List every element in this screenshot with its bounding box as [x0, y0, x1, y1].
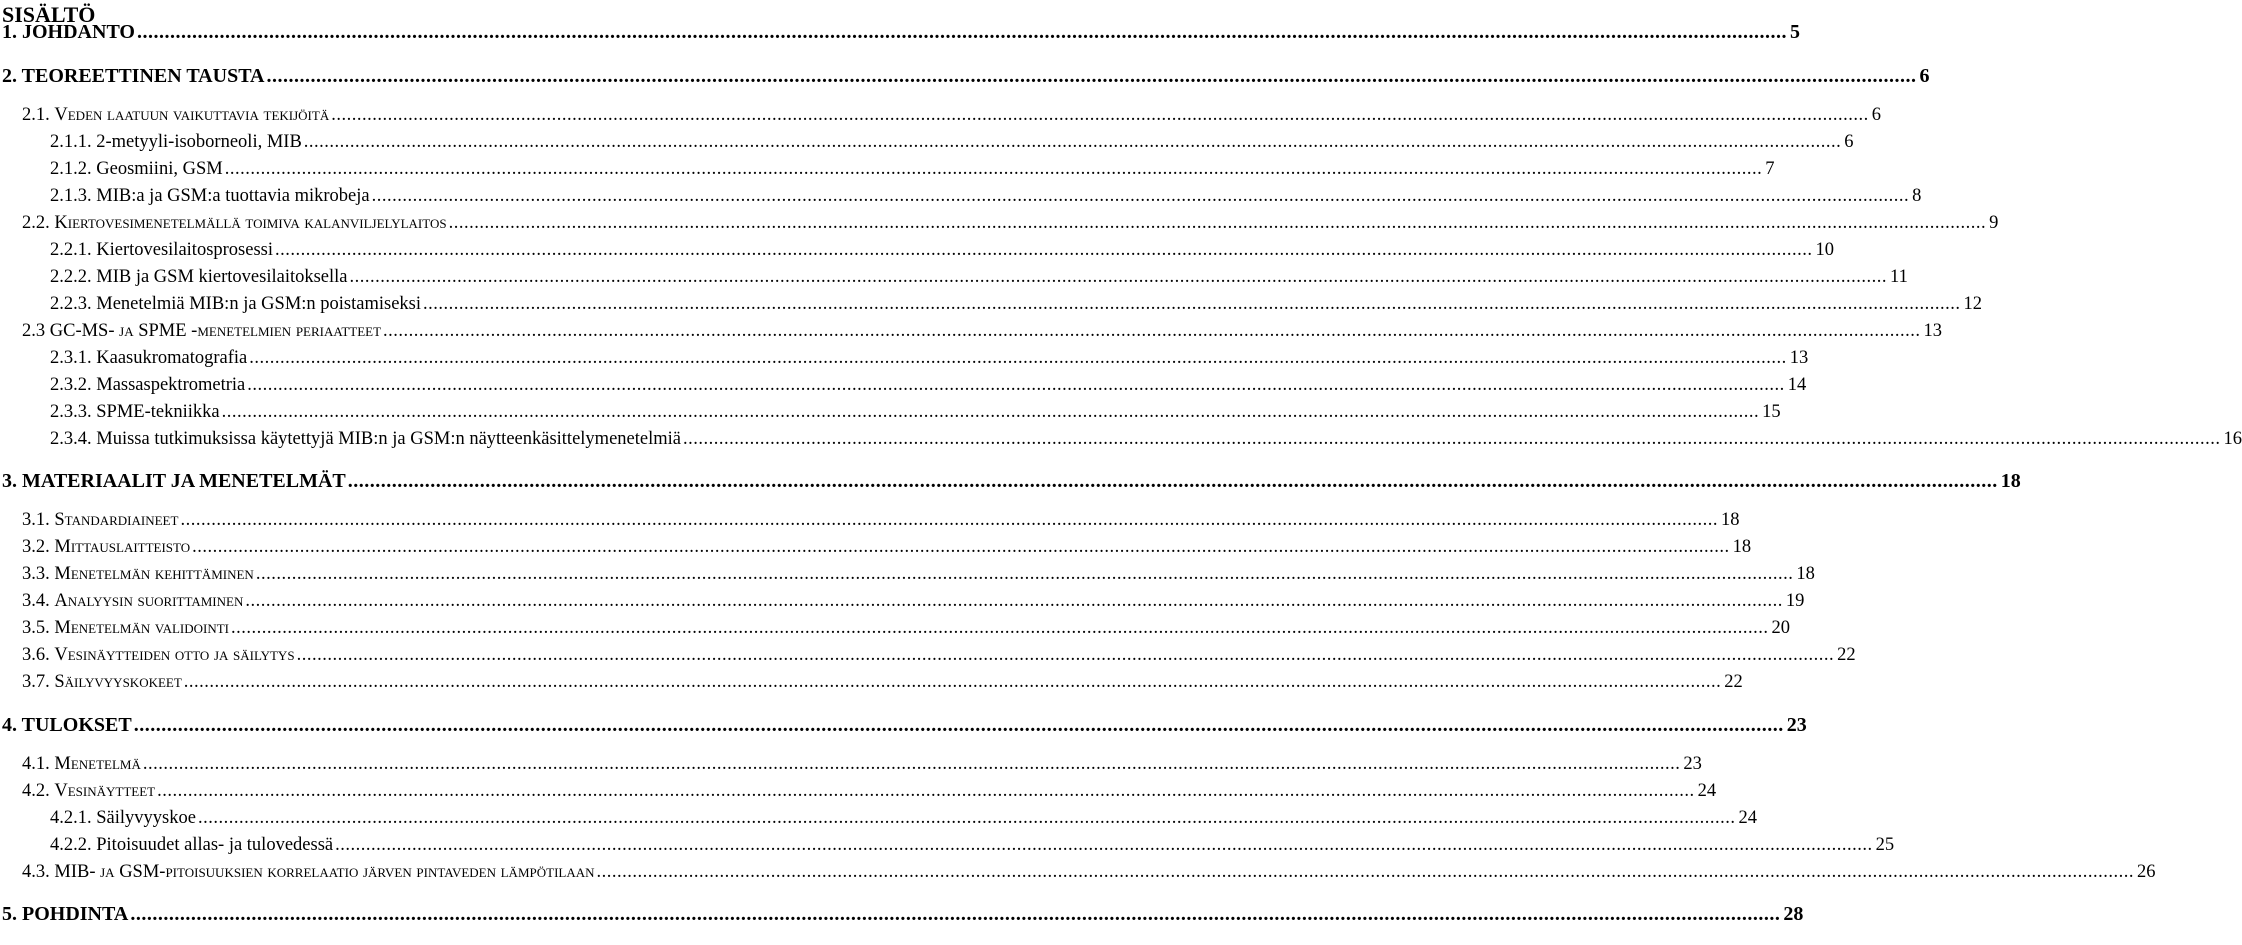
toc-entry-number: 3.2.: [22, 537, 55, 557]
toc-entry-text: 2.2.1. Kiertovesilaitosprosessi: [50, 240, 274, 260]
toc-entry-number: 2.1.: [22, 105, 55, 125]
toc-page-number: 26: [2137, 862, 2156, 882]
toc-entry[interactable]: [22, 509, 1740, 533]
toc-entry[interactable]: [50, 131, 1854, 155]
dot-leader: ............................................................................................................................................................................................................................................................................................................: [224, 159, 1763, 179]
toc-entry[interactable]: [50, 158, 1775, 182]
dot-leader: ............................................................................................................................................................................................................................................................................................................: [255, 564, 1794, 584]
toc-page-number: 6: [1919, 65, 1930, 87]
toc-page-number: 9: [1989, 213, 1999, 233]
toc-entry-text: Menetelmän kehittäminen: [54, 564, 254, 584]
toc-entry-text: 2.2.2. MIB ja GSM kiertovesilaitoksella: [50, 267, 348, 287]
toc-page-number: 10: [1815, 240, 1835, 260]
toc-entry[interactable]: [50, 239, 1835, 263]
toc-entry-text: 4.2.2. Pitoisuudet allas- ja tulovedessä: [50, 835, 334, 855]
dot-leader: ............................................................................................................................................................................................................................................................................................................: [266, 65, 1917, 87]
toc-entry-label: [2, 902, 128, 926]
toc-entry-label: [22, 104, 329, 126]
dot-leader: ............................................................................................................................................................................................................................................................................................................: [231, 618, 1769, 638]
toc-entry-label: [22, 536, 190, 558]
dot-leader: ............................................................................................................................................................................................................................................................................................................: [448, 213, 1987, 233]
toc-entry-number: 3.7.: [22, 672, 55, 692]
toc-page-number: 18: [1732, 537, 1752, 557]
toc-entry[interactable]: [50, 266, 1908, 290]
toc-entry[interactable]: [50, 428, 2242, 452]
toc-entry-text: 2.1.2. Geosmiini, GSM: [50, 159, 223, 179]
toc-entry-label: [22, 644, 295, 666]
toc-entry-text: 2.3.3. SPME-tekniikka: [50, 402, 220, 422]
toc-entry-label: [22, 780, 155, 802]
toc-page-number: 12: [1963, 294, 1983, 314]
toc-entry-text: Menetelmä: [54, 754, 141, 774]
toc-entry-text: Standardiaineet: [54, 510, 179, 530]
dot-leader: ............................................................................................................................................................................................................................................................................................................: [130, 903, 1781, 925]
toc-entry-label: [50, 266, 348, 288]
toc-page-number: 6: [1871, 105, 1881, 125]
toc-entry[interactable]: [50, 293, 1983, 317]
toc-entry-label: [22, 509, 178, 531]
toc-page-number: 18: [1796, 564, 1815, 584]
dot-leader: ............................................................................................................................................................................................................................................................................................................: [180, 510, 1718, 530]
dot-leader: ............................................................................................................................................................................................................................................................................................................: [347, 470, 1998, 492]
toc-entry[interactable]: [22, 617, 1791, 641]
toc-entry-label: [50, 374, 245, 396]
toc-entry[interactable]: [50, 401, 1781, 425]
toc-page-number: 18: [2000, 470, 2021, 492]
dot-leader: ............................................................................................................................................................................................................................................................................................................: [142, 754, 1681, 774]
dot-leader: ............................................................................................................................................................................................................................................................................................................: [247, 375, 1785, 395]
toc-entry-text: ja GSM-pitoisuuksien korrelaatio järven pintaveden lämpötilaan: [100, 862, 595, 882]
dot-leader: ............................................................................................................................................................................................................................................................................................................: [133, 714, 1784, 736]
toc-entry-label: [50, 293, 421, 315]
toc-page-number: 14: [1787, 375, 1807, 395]
toc-entry-number: 3.6.: [22, 645, 55, 665]
toc-entry-number: 2.2.: [22, 213, 55, 233]
toc-entry[interactable]: [22, 563, 1815, 587]
toc-entry-label: [50, 401, 220, 423]
toc-entry-label: [22, 563, 254, 585]
toc-entry-text: 2.3.4. Muissa tutkimuksissa käytettyjä MIB:n ja GSM:n näytteenkäsittelymenetelmiä: [50, 429, 681, 449]
toc-page-number: 7: [1765, 159, 1775, 179]
dot-leader: ............................................................................................................................................................................................................................................................................................................: [423, 294, 1961, 314]
toc-entry-text: ja SPME -menetelmien periaatteet: [119, 321, 382, 341]
toc-entry-number: 4.1.: [22, 754, 55, 774]
dot-leader: ............................................................................................................................................................................................................................................................................................................: [192, 537, 1730, 557]
toc-entry-text: 4.2.1. Säilyvyyskoe: [50, 808, 196, 828]
toc-entry-text: Kiertovesimenetelmällä toimiva kalanviljelylaitos: [54, 213, 447, 233]
toc-entry[interactable]: [22, 753, 1702, 777]
toc-entry[interactable]: [2, 20, 1800, 44]
toc-entry-text: 2.3.1. Kaasukromatografia: [50, 348, 248, 368]
dot-leader: ............................................................................................................................................................................................................................................................................................................: [249, 348, 1787, 368]
toc-page-number: 13: [1923, 321, 1943, 341]
toc-page-number: 22: [1724, 672, 1743, 692]
toc-entry-text: Vesinäytteet: [54, 781, 156, 801]
toc-entry-label: [50, 807, 196, 829]
toc-entry[interactable]: [22, 104, 1881, 128]
toc-entry[interactable]: [2, 902, 1804, 926]
toc-entry-label: [2, 469, 346, 493]
dot-leader: ............................................................................................................................................................................................................................................................................................................: [335, 835, 1873, 855]
dot-leader: ............................................................................................................................................................................................................................................................................................................: [197, 808, 1736, 828]
toc-entry-label: [22, 753, 141, 775]
toc-entry-label: [50, 834, 333, 856]
toc-entry-text: 1. JOHDANTO: [2, 21, 135, 43]
toc-page-number: 11: [1890, 267, 1908, 287]
toc-entry-text: 2.2.3. Menetelmiä MIB:n ja GSM:n poistamiseksi: [50, 294, 422, 314]
toc-entry-label: [22, 671, 182, 693]
toc-entry-label: [2, 713, 132, 737]
toc-page-number: 6: [1844, 132, 1854, 152]
dot-leader: ............................................................................................................................................................................................................................................................................................................: [303, 132, 1842, 152]
dot-leader: ............................................................................................................................................................................................................................................................................................................: [157, 781, 1695, 801]
toc-page-number: 20: [1771, 618, 1791, 638]
toc-entry-label: [22, 320, 381, 342]
toc-entry-number: 4.2.: [22, 781, 55, 801]
toc-page-number: 5: [1789, 21, 1800, 43]
toc-entry[interactable]: [22, 536, 1752, 560]
dot-leader: ............................................................................................................................................................................................................................................................................................................: [245, 591, 1783, 611]
toc-page-number: 13: [1789, 348, 1809, 368]
toc-entry-text: 3. MATERIAALIT JA MENETELMÄT: [2, 470, 346, 492]
toc-entry-label: [22, 212, 447, 234]
toc-entry-label: [22, 590, 243, 612]
toc-entry-label: [22, 861, 595, 883]
dot-leader: ............................................................................................................................................................................................................................................................................................................: [596, 862, 2134, 882]
toc-entry[interactable]: [22, 320, 1943, 344]
toc-entry-number: 4.3. MIB-: [22, 862, 101, 882]
toc-entry[interactable]: [50, 807, 1757, 831]
toc-page-number: 8: [1912, 186, 1922, 206]
toc-entry-text: 4. TULOKSET: [2, 714, 132, 736]
toc-entry-number: 2.3 GC-MS-: [22, 321, 120, 341]
toc-entry-text: 2.1.1. 2-metyyli-isoborneoli, MIB: [50, 132, 302, 152]
toc-entry[interactable]: [22, 644, 1856, 668]
toc-entry[interactable]: [22, 671, 1743, 695]
toc-entry-label: [50, 428, 681, 450]
toc-entry-number: 3.4.: [22, 591, 55, 611]
dot-leader: ............................................................................................................................................................................................................................................................................................................: [682, 429, 2221, 449]
toc-entry-text: Menetelmän validointi: [54, 618, 230, 638]
toc-entry[interactable]: [22, 780, 1717, 804]
dot-leader: ............................................................................................................................................................................................................................................................................................................: [296, 645, 1835, 665]
toc-entry-number: 3.5.: [22, 618, 55, 638]
toc-page-number: 16: [2223, 429, 2242, 449]
toc-title: SISÄLTÖ: [2, 2, 96, 27]
toc-entry[interactable]: [22, 861, 2156, 885]
toc-entry[interactable]: [2, 713, 1807, 737]
toc-entry-label: [2, 20, 135, 44]
dot-leader: ............................................................................................................................................................................................................................................................................................................: [136, 21, 1787, 43]
toc-entry[interactable]: [22, 590, 1805, 614]
dot-leader: ............................................................................................................................................................................................................................................................................................................: [371, 186, 1910, 206]
toc-entry-text: Vesinäytteiden otto ja säilytys: [54, 645, 295, 665]
toc-entry-label: [50, 239, 273, 261]
toc-entry-text: 5. POHDINTA: [2, 903, 129, 925]
toc-entry[interactable]: [2, 469, 2021, 493]
toc-page-number: 24: [1738, 808, 1757, 828]
toc-entry-label: [50, 131, 302, 153]
toc-entry-text: Veden laatuun vaikuttavia tekijöitä: [54, 105, 330, 125]
toc-entry[interactable]: [50, 374, 1807, 398]
toc-page-number: 28: [1783, 903, 1804, 925]
toc-page-number: 23: [1786, 714, 1807, 736]
toc-entry[interactable]: [50, 834, 1895, 858]
toc-page-number: 19: [1785, 591, 1805, 611]
toc-page-number: 23: [1683, 754, 1702, 774]
dot-leader: ............................................................................................................................................................................................................................................................................................................: [349, 267, 1888, 287]
toc-entry[interactable]: [2, 64, 1930, 88]
toc-entry-text: 2.3.2. Massaspektrometria: [50, 375, 246, 395]
toc-entry[interactable]: [22, 212, 1999, 236]
toc-page-number: 15: [1762, 402, 1781, 422]
dot-leader: ............................................................................................................................................................................................................................................................................................................: [383, 321, 1921, 341]
toc-entry-label: [22, 617, 229, 639]
toc-entry[interactable]: [50, 185, 1922, 209]
toc-entry-number: 3.1.: [22, 510, 55, 530]
toc-page-number: 25: [1875, 835, 1895, 855]
toc-entry-number: 3.3.: [22, 564, 55, 584]
dot-leader: ............................................................................................................................................................................................................................................................................................................: [221, 402, 1760, 422]
toc-entry-label: [2, 64, 265, 88]
dot-leader: ............................................................................................................................................................................................................................................................................................................: [331, 105, 1869, 125]
toc-entry-label: [50, 158, 223, 180]
toc-entry-label: [50, 185, 370, 207]
toc-entry-text: 2. TEOREETTINEN TAUSTA: [2, 65, 265, 87]
dot-leader: ............................................................................................................................................................................................................................................................................................................: [275, 240, 1813, 260]
toc-entry-text: 2.1.3. MIB:a ja GSM:a tuottavia mikrobeja: [50, 186, 370, 206]
toc-entry-label: [50, 347, 247, 369]
toc-entry-text: Mittauslaitteisto: [54, 537, 191, 557]
toc-entry-text: Analyysin suorittaminen: [54, 591, 244, 611]
toc-page-number: 18: [1720, 510, 1740, 530]
dot-leader: ............................................................................................................................................................................................................................................................................................................: [183, 672, 1722, 692]
toc-page-number: 24: [1697, 781, 1717, 801]
toc-entry-text: Säilyvyyskokeet: [54, 672, 182, 692]
toc-entry[interactable]: [50, 347, 1809, 371]
toc-page-number: 22: [1837, 645, 1856, 665]
